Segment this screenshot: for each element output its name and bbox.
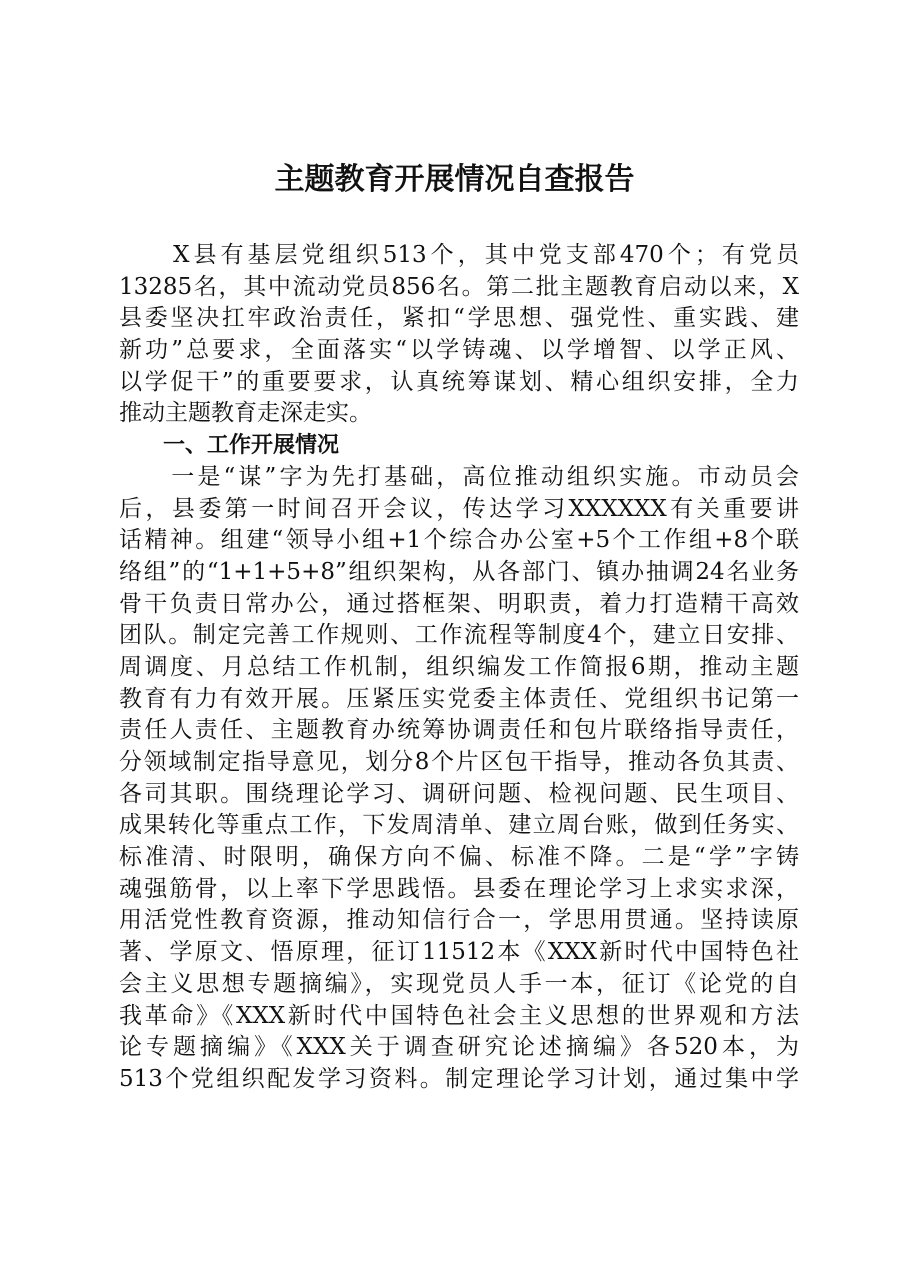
intro-paragraph (119, 240, 799, 430)
paragraph-line: 责任人责任、主题教育办统筹协调责任和包片联络指导责任， (119, 717, 799, 744)
paragraph-line: 教育有力有效开展。压紧压实党委主体责任、党组织书记第一 (119, 685, 799, 712)
paragraph-line: 魂强筋骨，以上率下学思践悟。县委在理论学习上求实求深， (119, 875, 799, 902)
paragraph-line: 县委坚决扛牢政治责任，紧扣“学思想、强党性、重实践、建 (119, 305, 799, 332)
paragraph-line: 我革命》《XXX新时代中国特色社会主义思想的世界观和方法 (119, 1002, 799, 1029)
work-paragraph (119, 462, 799, 1096)
paragraph-line: 标准清、时限明，确保方向不偏、标准不降。二是“学”字铸 (119, 844, 799, 871)
paragraph-line: 会主义思想专题摘编》，实现党员人手一本，征订《论党的自 (119, 970, 799, 997)
paragraph-line: 各司其职。围绕理论学习、调研问题、检视问题、民生项目、 (119, 780, 799, 807)
paragraph-line: 推动主题教育走深走实。 (119, 400, 372, 427)
section-heading: 一、工作开展情况 (119, 433, 340, 459)
paragraph-line: 话精神。组建“领导小组+1个综合办公室+5个工作组+8个联 (119, 527, 799, 554)
paragraph-line: 著、学原文、悟原理，征订11512本《XXX新时代中国特色社 (119, 939, 799, 966)
paragraph-line: 成果转化等重点工作，下发周清单、建立周台账，做到任务实、 (119, 812, 799, 839)
paragraph-line: 后，县委第一时间召开会议，传达学习XXXXXX有关重要讲 (119, 495, 799, 522)
document-title: 主题教育开展情况自查报告 (274, 162, 635, 197)
paragraph-line: 513个党组织配发学习资料。制定理论学习计划，通过集中学 (119, 1065, 799, 1092)
paragraph-line: X县有基层党组织513个，其中党支部470个；有党员 (119, 242, 799, 268)
paragraph-line: 论专题摘编》《XXX关于调查研究论述摘编》各520本，为 (119, 1034, 799, 1061)
paragraph-line: 团队。制定完善工作规则、工作流程等制度4个，建立日安排、 (119, 622, 799, 649)
document-body (119, 240, 799, 1096)
paragraph-line: 13285名，其中流动党员856名。第二批主题教育启动以来，X (119, 273, 799, 300)
paragraph-line: 新功”总要求，全面落实“以学铸魂、以学增智、以学正风、 (119, 337, 799, 364)
paragraph-line: 周调度、月总结工作机制，组织编发工作简报6期，推动主题 (119, 653, 799, 680)
paragraph-line: 以学促干”的重要要求，认真统筹谋划、精心组织安排，全力 (119, 368, 799, 395)
paragraph-line: 骨干负责日常办公，通过搭框架、明职责，着力打造精干高效 (119, 590, 799, 617)
paragraph-line: 络组”的“1+1+5+8”组织架构，从各部门、镇办抽调24名业务 (119, 558, 799, 585)
paragraph-line: 一是“谋”字为先打基础，高位推动组织实施。市动员会 (119, 463, 799, 490)
paragraph-line: 分领域制定指导意见，划分8个片区包干指导，推动各负其责、 (119, 749, 799, 775)
paragraph-line: 用活党性教育资源，推动知信行合一，学思用贯通。坚持读原 (119, 907, 799, 934)
